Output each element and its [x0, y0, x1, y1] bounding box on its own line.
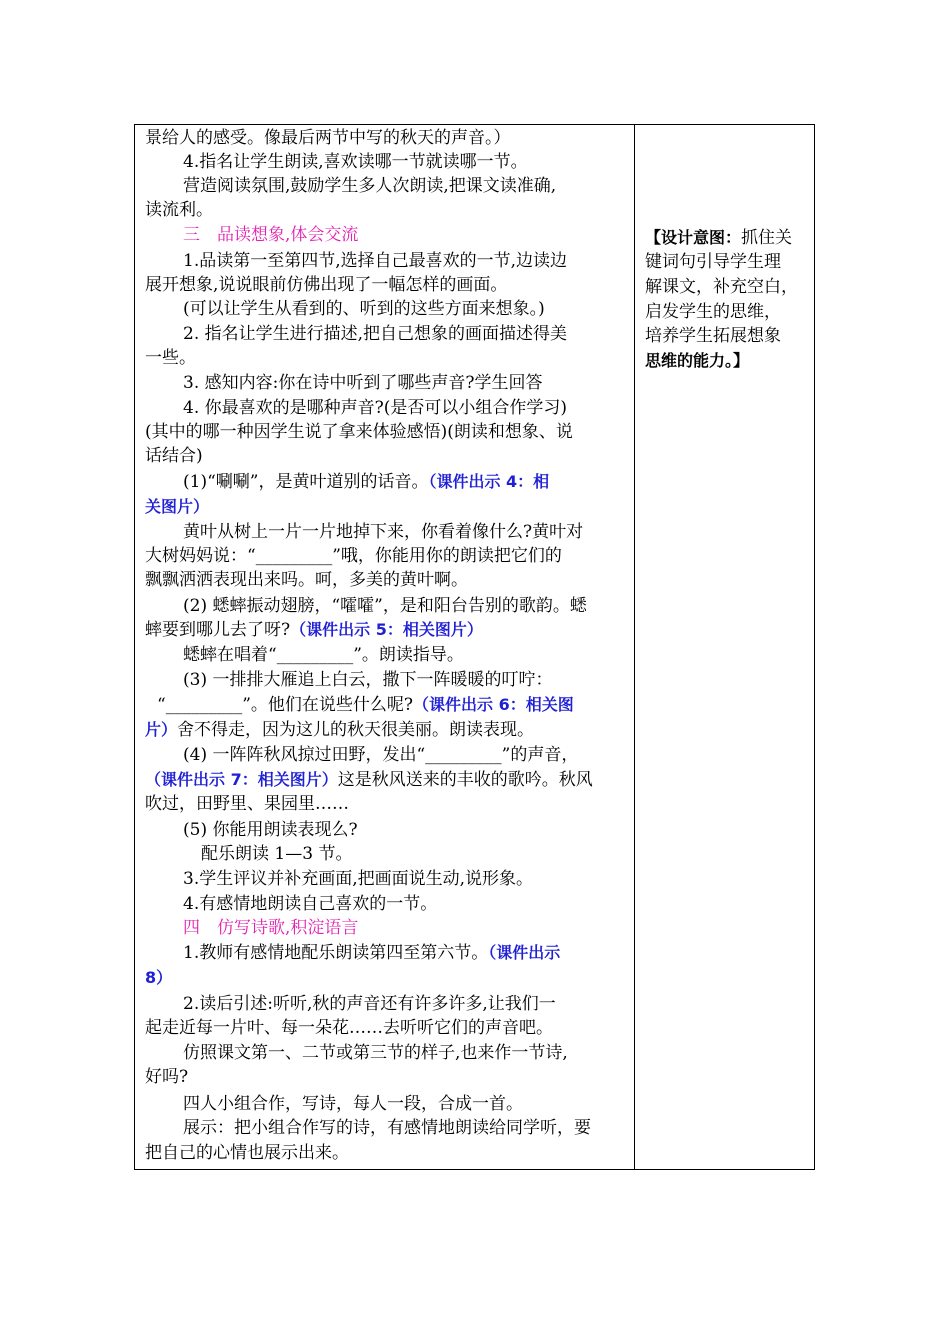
column-divider — [634, 124, 635, 1170]
text-segment: 解课文，补充空白， — [645, 277, 798, 297]
text-segment: 吹过，田野里、果园里…… — [145, 794, 349, 814]
main-line — [145, 273, 507, 297]
text-segment: 3.学生评议并补充画面,把画面说生动,说形象。 — [183, 869, 534, 889]
text-segment: 飘飘洒洒表现出来吗。呵，多美的黄叶啊。 — [145, 570, 468, 590]
main-line — [183, 916, 358, 940]
main-line — [183, 150, 528, 174]
main-line — [145, 1141, 349, 1165]
courseware-note: （课件出示 4：相 — [428, 472, 550, 491]
main-line — [183, 297, 545, 321]
main-line — [145, 544, 562, 568]
main-line — [183, 743, 578, 767]
side-line — [645, 226, 792, 250]
section-heading: 四 仿写诗歌,积淀语言 — [183, 918, 359, 938]
main-line — [145, 718, 534, 742]
main-line — [145, 444, 203, 468]
main-line — [157, 693, 574, 717]
text-segment: 4.有感情地朗读自己喜欢的一节。 — [183, 894, 438, 914]
text-segment: 四人小组合作，写诗，每人一段，合成一首。 — [183, 1094, 523, 1114]
text-segment: 大树妈妈说：“_________”哦，你能用你的朗读把它们的 — [145, 546, 562, 566]
text-segment: 蟀要到哪儿去了呀? — [145, 620, 291, 640]
text-segment: 1.教师有感情地配乐朗读第四至第六节。 — [183, 943, 489, 963]
main-line — [183, 892, 437, 916]
text-segment: 仿照课文第一、二节或第三节的样子,也来作一节诗, — [183, 1043, 568, 1063]
text-segment: 思维的能力。】 — [645, 351, 750, 370]
text-segment: 舍不得走，因为这儿的秋天很美丽。朗读表现。 — [177, 720, 535, 740]
main-line — [183, 1116, 591, 1140]
main-line — [183, 867, 533, 891]
text-segment: (可以让学生从看到的、听到的这些方面来想象。) — [183, 299, 545, 319]
main-line — [183, 223, 358, 247]
main-line — [183, 371, 542, 395]
main-line — [183, 992, 556, 1016]
text-segment: 3. 感知内容:你在诗中听到了哪些声音?学生回答 — [183, 373, 543, 393]
main-line — [183, 396, 567, 420]
side-line — [645, 324, 781, 348]
main-line — [145, 420, 573, 444]
text-segment: 4.指名让学生朗读,喜欢读哪一节就读哪一节。 — [183, 152, 528, 172]
courseware-note: （课件出示 7：相关图片） — [145, 770, 338, 789]
main-line — [183, 249, 567, 273]
courseware-note: 关图片） — [145, 497, 210, 516]
text-segment: 话结合) — [145, 446, 203, 466]
text-segment: 这是秋风送来的丰收的歌吟。秋风 — [337, 770, 593, 790]
main-line — [145, 126, 511, 150]
main-line — [145, 792, 349, 816]
text-segment: 营造阅读氛围,鼓励学生多人次朗读,把课文读准确, — [183, 176, 557, 196]
courseware-note: 8） — [145, 968, 173, 987]
main-line — [183, 941, 560, 965]
text-segment: 4. 你最喜欢的是哪种声音?(是否可以小组合作学习) — [183, 398, 568, 418]
text-segment: 2.读后引述:听听,秋的声音还有许多许多,让我们一 — [183, 994, 556, 1014]
text-segment: 2. 指名让学生进行描述,把自己想象的画面描述得美 — [183, 324, 568, 344]
main-line — [183, 668, 552, 692]
text-segment: 一些。 — [145, 348, 196, 368]
main-line — [145, 198, 213, 222]
side-line — [645, 349, 749, 373]
courseware-note: 片） — [145, 720, 178, 739]
text-segment: (2) 蟋蟀振动翅膀，“嚯嚯”，是和阳台告别的歌韵。蟋 — [183, 596, 587, 616]
text-segment: (3) 一排排大雁追上白云，撒下一阵暖暖的叮咛： — [183, 670, 553, 690]
text-segment: 配乐朗读 1—3 节。 — [201, 844, 353, 864]
main-line — [183, 470, 549, 494]
text-segment: “_________”。他们在说些什么呢? — [157, 695, 413, 715]
main-line — [145, 1065, 188, 1089]
section-heading: 三 品读想象,体会交流 — [183, 225, 359, 245]
main-line — [183, 1041, 568, 1065]
main-line — [201, 842, 352, 866]
main-line — [183, 594, 587, 618]
text-segment: 启发学生的思维， — [645, 302, 781, 322]
text-segment: (4) 一阵阵秋风掠过田野，发出“_________”的声音， — [183, 745, 579, 765]
text-segment: 黄叶从树上一片一片地掉下来，你看着像什么?黄叶对 — [183, 522, 584, 542]
side-line — [645, 250, 781, 274]
main-line — [145, 966, 172, 990]
main-line — [145, 568, 468, 592]
courseware-note: （课件出示 5：相关图片） — [290, 620, 483, 639]
text-segment: (1)“唰唰”，是黄叶道别的话音。 — [183, 472, 429, 492]
courseware-note: （课件出示 6：相关图 — [413, 695, 574, 714]
text-segment: 景给人的感受。像最后两节中写的秋天的声音。） — [145, 128, 511, 148]
text-segment: 键词句引导学生理 — [645, 252, 781, 272]
text-segment: 起走近每一片叶、每一朵花……去听听它们的声音吧。 — [145, 1018, 553, 1038]
text-segment: (其中的哪一种因学生说了拿来体验感悟)(朗读和想象、说 — [145, 422, 573, 442]
text-segment: 展开想象,说说眼前仿佛出现了一幅怎样的画面。 — [145, 275, 508, 295]
main-line — [145, 768, 593, 792]
text-segment: (5) 你能用朗读表现么? — [183, 820, 358, 840]
courseware-note: （课件出示 — [488, 943, 561, 962]
text-segment: 展示：把小组合作写的诗，有感情地朗读给同学听，要 — [183, 1118, 591, 1138]
text-segment: 培养学生拓展想象 — [645, 326, 781, 346]
main-line — [183, 818, 358, 842]
text-segment: 蟋蟀在唱着“_________”。朗读指导。 — [183, 645, 464, 665]
text-segment: 把自己的心情也展示出来。 — [145, 1143, 349, 1163]
text-segment: 抓住关 — [741, 228, 793, 248]
main-line — [183, 322, 567, 346]
main-line — [145, 618, 483, 642]
main-line — [145, 1016, 553, 1040]
text-segment: 1.品读第一至第四节,选择自己最喜欢的一节,边读边 — [183, 251, 568, 271]
text-segment: 好吗? — [145, 1067, 189, 1087]
text-segment: 读流利。 — [145, 200, 213, 220]
main-line — [183, 174, 556, 198]
main-line — [183, 1092, 523, 1116]
main-line — [145, 346, 196, 370]
main-line — [183, 643, 464, 667]
side-line — [645, 300, 781, 324]
main-line — [145, 495, 209, 519]
main-line — [183, 520, 583, 544]
side-line — [645, 275, 798, 299]
text-segment: 【设计意图： — [645, 228, 742, 247]
